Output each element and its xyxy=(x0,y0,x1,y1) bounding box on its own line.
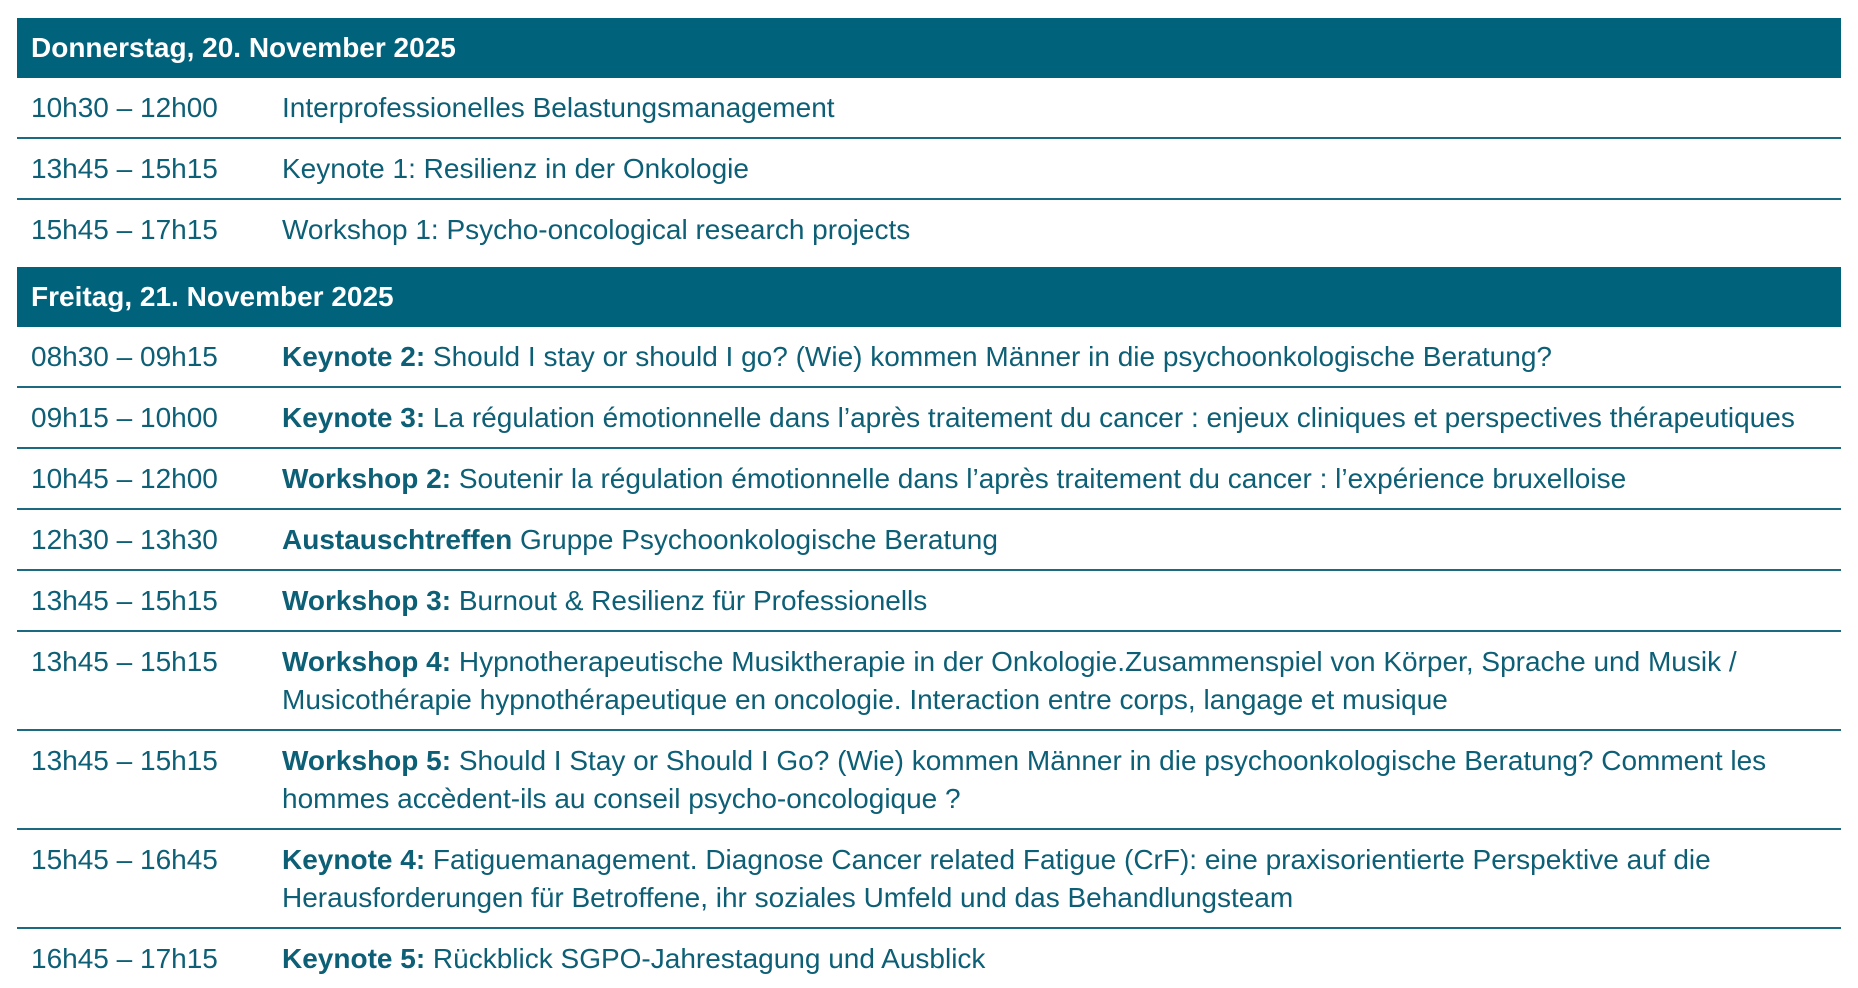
session-label: Austauschtreffen xyxy=(282,524,513,555)
session-time: 08h30 – 09h15 xyxy=(31,341,218,372)
schedule-row xyxy=(17,139,1841,200)
session-title xyxy=(282,841,1841,917)
session-text: Interprofessionelles Belastungsmanagement xyxy=(282,92,835,123)
session-text: Burnout & Resilienz für Professionells xyxy=(451,585,928,616)
session-label: Workshop 5: xyxy=(282,745,452,776)
schedule-row xyxy=(17,830,1841,929)
session-time: 13h45 – 15h15 xyxy=(31,745,218,776)
day-header-thursday: Donnerstag, 20. November 2025 xyxy=(17,18,1841,78)
schedule-row xyxy=(17,327,1841,388)
session-time: 10h30 – 12h00 xyxy=(31,92,218,123)
session-time: 10h45 – 12h00 xyxy=(31,463,218,494)
session-text: Workshop 1: Psycho-oncological research projects xyxy=(282,214,911,245)
schedule-row xyxy=(17,510,1841,571)
session-text: Hypnotherapeutische Musiktherapie in der Onkologie.Zusammenspiel von Körper, Sprache und Musik / Musicothérapie hypnothérapeutique en oncologie. Interaction entre corps, langage et musique xyxy=(282,646,1737,715)
schedule-row xyxy=(17,571,1841,632)
session-text: Fatiguemanagement. Diagnose Cancer related Fatigue (CrF): eine praxisorientierte Perspektive auf die Herausforderungen für Betroffene, ihr soziales Umfeld und das Behandlungsteam xyxy=(282,844,1711,913)
session-text: Should I stay or should I go? (Wie) kommen Männer in die psychoonkologische Beratung? xyxy=(425,341,1552,372)
session-time: 12h30 – 13h30 xyxy=(31,524,218,555)
session-title xyxy=(282,582,1841,620)
schedule-row xyxy=(17,731,1841,830)
session-text: Should I Stay or Should I Go? (Wie) kommen Männer in die psychoonkologische Beratung? Comment les hommes accèdent-ils au conseil psycho-oncologique ? xyxy=(282,745,1767,814)
session-time: 13h45 – 15h15 xyxy=(31,153,218,184)
session-text: Keynote 1: Resilienz in der Onkologie xyxy=(282,153,749,184)
session-title xyxy=(282,940,1841,978)
session-title xyxy=(282,89,1841,127)
session-title xyxy=(282,742,1841,818)
session-time: 13h45 – 15h15 xyxy=(31,585,218,616)
session-title xyxy=(282,399,1841,437)
session-time: 15h45 – 16h45 xyxy=(31,844,218,875)
session-title xyxy=(282,211,1841,249)
session-title xyxy=(282,643,1841,719)
session-time: 16h45 – 17h15 xyxy=(31,943,218,974)
session-title xyxy=(282,150,1841,188)
session-label: Keynote 4: xyxy=(282,844,426,875)
session-time: 09h15 – 10h00 xyxy=(31,402,218,433)
session-label: Workshop 2: xyxy=(282,463,452,494)
session-text: Rückblick SGPO-Jahrestagung und Ausblick xyxy=(425,943,986,974)
session-time: 15h45 – 17h15 xyxy=(31,214,218,245)
session-title xyxy=(282,521,1841,559)
session-label: Keynote 2: xyxy=(282,341,426,372)
session-label: Workshop 3: xyxy=(282,585,452,616)
session-title xyxy=(282,460,1841,498)
schedule-row xyxy=(17,200,1841,259)
schedule-row xyxy=(17,78,1841,139)
schedule-row xyxy=(17,449,1841,510)
session-title xyxy=(282,338,1841,376)
schedule-row xyxy=(17,929,1841,988)
session-label: Workshop 4: xyxy=(282,646,452,677)
session-label: Keynote 5: xyxy=(282,943,426,974)
schedule-table xyxy=(17,18,1841,988)
session-label: Keynote 3: xyxy=(282,402,426,433)
day-header-friday: Freitag, 21. November 2025 xyxy=(17,267,1841,327)
session-text: Gruppe Psychoonkologische Beratung xyxy=(512,524,998,555)
schedule-row xyxy=(17,632,1841,731)
session-text: Soutenir la régulation émotionnelle dans l’après traitement du cancer : l’expérience bruxelloise xyxy=(451,463,1627,494)
session-text: La régulation émotionnelle dans l’après traitement du cancer : enjeux cliniques et perspectives thérapeutiques xyxy=(425,402,1795,433)
schedule-row xyxy=(17,388,1841,449)
session-time: 13h45 – 15h15 xyxy=(31,646,218,677)
